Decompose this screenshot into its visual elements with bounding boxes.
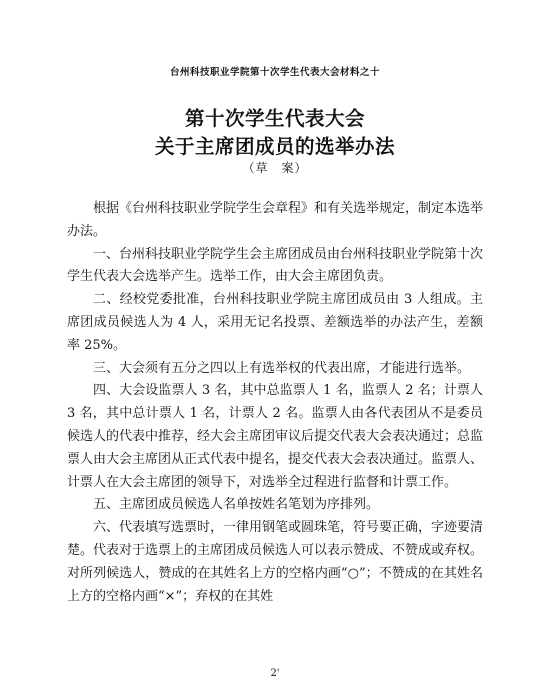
document-title-line-1: 第十次学生代表大会: [184, 107, 365, 130]
paragraph-intro: 根据《台州科技职业学院学生会章程》和有关选举规定，制定本选举办法。: [67, 201, 484, 239]
paragraph-article-6: 六、代表填写选票时，一律用钢笔或圆珠笔，符号要正确，字迹要清楚。代表对于选票上的主席团成员候选人可以表示赞成、不赞成或弃权。对所列候选人，赞成的在其姓名上方的空格内画“○”；不赞成的在其姓名上方的空格内画“×”；弃权的在其姓: [67, 520, 484, 604]
paragraph-article-1: 一、台州科技职业学院学生会主席团成员由台州科技职业学院第十次学生代表大会选举产生。选举工作，由大会主席团负责。: [67, 246, 484, 285]
paragraph-article-3: 三、大会须有五分之四以上有选举权的代表出席，才能进行选举。: [93, 360, 471, 376]
document-title-line-2: 关于主席团成员的选举办法: [154, 135, 395, 158]
draft-label: （草 案）: [242, 161, 308, 175]
document-header: 台州科技职业学院第十次学生代表大会材料之十: [169, 67, 380, 78]
page-number: 2': [270, 668, 280, 679]
paragraph-article-2: 二、经校党委批准，台州科技职业学院主席团成员由 3 人组成。主席团成员候选人为 4 人，采用无记名投票、差额选举的办法产生，差额率 25%。: [67, 292, 483, 353]
paragraph-article-5: 五、主席团成员候选人名单按姓名笔划为序排列。: [93, 497, 380, 513]
paragraph-article-4: 四、大会设监票人 3 名，其中总监票人 1 名，监票人 2 名；计票人 3 名，其中总计票人 1 名，计票人 2 名。监票人由各代表团从不是委员候选人的代表中推荐，经大会主席团审议后提交代表大会表决通过；总监票人由大会主席团从正式代表中提名，提交代表大会表决通过。监票人、计票人在大会主席团的领导下，对选举全过程进行监督和计票工作。: [67, 383, 484, 490]
document-body: [67, 198, 483, 608]
